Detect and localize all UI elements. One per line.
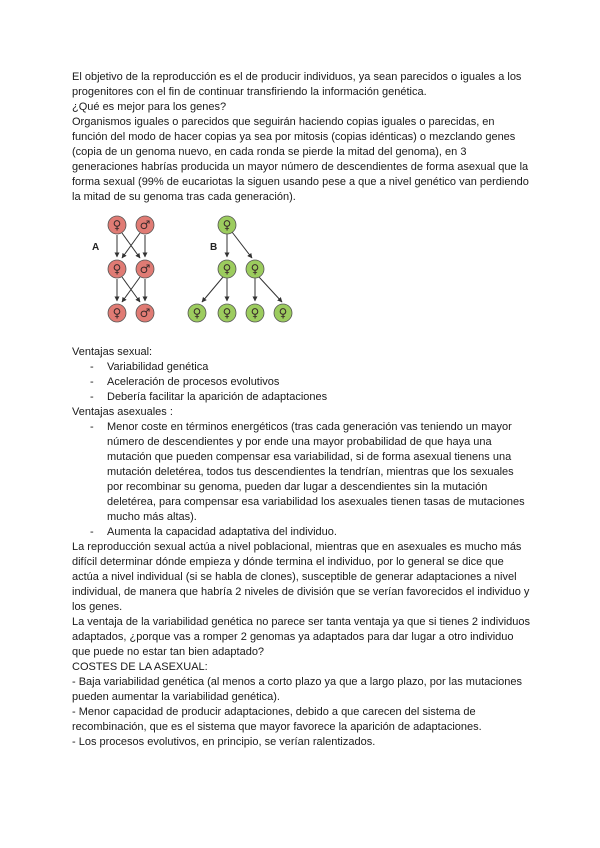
list-item: - Variabilidad genética — [72, 360, 532, 375]
list-item: - Menor capacidad de producir adaptaciones, debido a que carecen del sistema de recombinación, que es el sistema que mayor favorece la aparición de adaptaciones. — [72, 706, 482, 733]
female-symbol-icon: ♀ — [250, 262, 260, 276]
female-symbol-icon: ♀ — [112, 262, 122, 276]
list-item: - Los procesos evolutivos, en principio, se verían ralentizados. — [72, 736, 376, 748]
sexual-advantages-heading: Ventajas sexual: — [72, 346, 153, 358]
list-item: - Baja variabilidad genética (al menos a corto plazo ya que a largo plazo, por las mutaciones pueden aumentar la variabilidad genética). — [72, 676, 523, 703]
costs-heading: COSTES DE LA ASEXUAL: — [72, 661, 208, 673]
female-symbol-icon: ♀ — [278, 306, 288, 320]
label-b: B — [210, 242, 218, 253]
intro-paragraph: El objetivo de la reproducción es el de producir individuos, ya sean parecidos o iguales a los progenitores con el fin de continuar transfiriendo la información genética. — [72, 71, 522, 98]
female-symbol-icon: ♀ — [250, 306, 260, 320]
female-symbol-icon: ♀ — [222, 306, 232, 320]
explanation-paragraph: Organismos iguales o parecidos que seguirán haciendo copias iguales o parecidas, en función del modo de hacer copias ya sea por mitosis (copias idénticas) o mezclando genes (copia de un genoma nuevo, en cada ronda se pierde la mitad del genoma), en 3 generaciones habrías producida un mayor número de descendientes de forma asexual que la forma sexual (99% de eucariotas la siguen usando pese a que a nivel genético van perdiendo la mitad de su genoma tras cada generación). — [72, 116, 529, 203]
sexual-advantages-list — [72, 360, 532, 405]
organism-nodes — [108, 216, 292, 322]
question-line: ¿Qué es mejor para los genes? — [72, 101, 227, 113]
asexual-advantages-heading: Ventajas asexuales : — [72, 406, 173, 418]
asexual-advantages-list — [72, 420, 532, 540]
document-page — [72, 70, 532, 750]
costs-list — [72, 675, 532, 750]
male-symbol-icon: ♂ — [139, 218, 151, 232]
male-symbol-icon: ♂ — [139, 262, 151, 276]
female-symbol-icon: ♀ — [192, 306, 202, 320]
list-item: - Aumenta la capacidad adaptativa del individuo. — [72, 525, 532, 540]
female-symbol-icon: ♀ — [112, 306, 122, 320]
reproduction-diagram — [82, 215, 302, 335]
female-symbol-icon: ♀ — [222, 262, 232, 276]
list-item: - Aceleración de procesos evolutivos — [72, 375, 532, 390]
female-symbol-icon: ♀ — [112, 218, 122, 232]
list-item: - Menor coste en términos energéticos (tras cada generación vas teniendo un mayor número de descendientes y por ende una mayor probabilidad de que haya una mutación que pueden compensar esa variabilidad, si de forma asexual tienens una mutación deletérea, todos tus descendientes la tendrían, mientras que los sexuales por recombinar su genoma, pueden dar lugar a descendientes sin la mutación deletérea, para compensar esa variabilidad los asexuales tienen tasas de mutaciones mucho más altas). — [72, 420, 532, 525]
level-paragraph: La reproducción sexual actúa a nivel poblacional, mientras que en asexuales es mucho más difícil determinar dónde empieza y dónde termina el individuo, por lo general se dice que actúa a nivel individual (si se habla de clones), susceptible de generar adaptaciones a nivel individual, de manera que habría 2 niveles de división que se verían favorecidos el individuo y los genes. — [72, 541, 530, 613]
female-symbol-icon: ♀ — [222, 218, 232, 232]
variability-paragraph: La ventaja de la variabilidad genética no parece ser tanta ventaja ya que si tienes 2 individuos adaptados, ¿porque vas a romper 2 genomas ya adaptados para dar lugar a otro individuo que puede no estar tan bien adaptado? — [72, 616, 531, 658]
label-a: A — [92, 242, 100, 253]
list-item: - Debería facilitar la aparición de adaptaciones — [72, 390, 532, 405]
male-symbol-icon: ♂ — [139, 306, 151, 320]
